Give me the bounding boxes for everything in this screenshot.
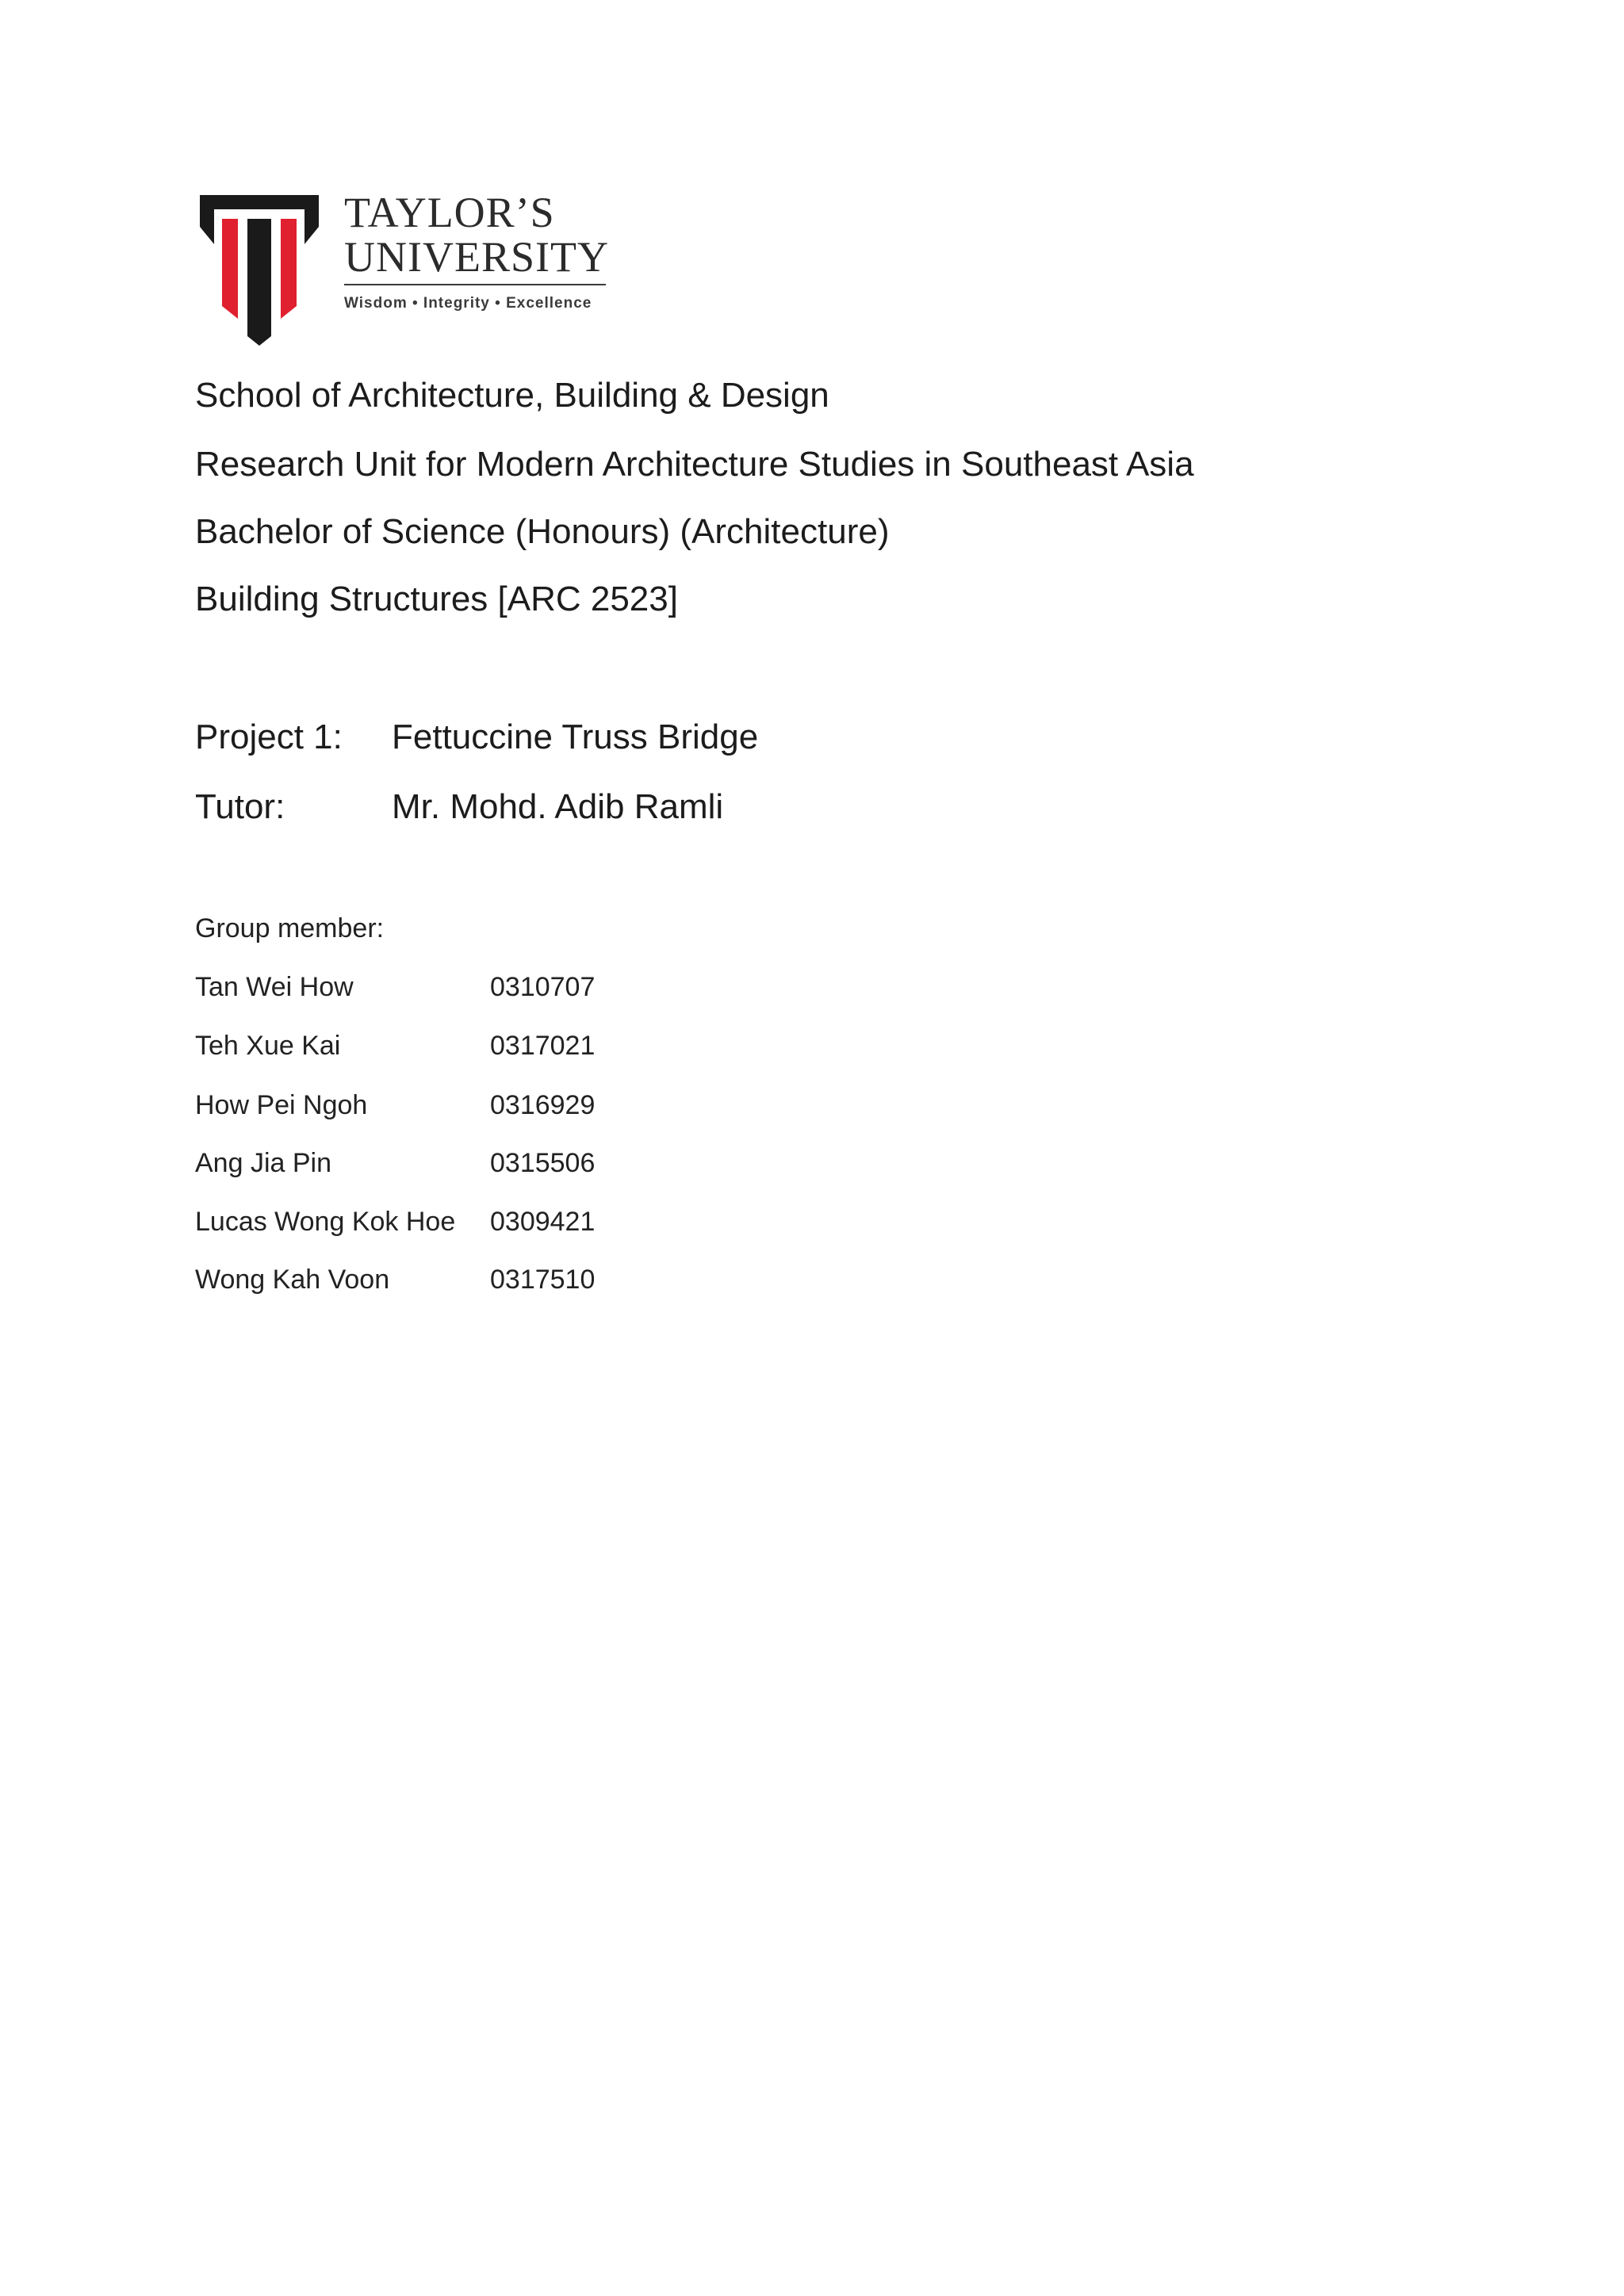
logo-line-university: UNIVERSITY	[344, 233, 609, 281]
logo-line-taylors: TAYLOR’S	[344, 189, 555, 236]
university-crest-icon	[200, 195, 319, 346]
member-name: Ang Jia Pin	[195, 1148, 331, 1178]
member-name: Tan Wei How	[195, 972, 354, 1002]
member-row	[195, 1148, 750, 1188]
member-id: 0317021	[490, 1031, 596, 1061]
research-unit: Research Unit for Modern Architecture Studies in Southeast Asia	[195, 445, 1194, 484]
programme-name: Bachelor of Science (Honours) (Architecture)	[195, 512, 890, 551]
school-name: School of Architecture, Building & Design	[195, 376, 829, 415]
university-logo	[200, 190, 620, 349]
member-id: 0309421	[490, 1207, 596, 1237]
member-row	[195, 1090, 750, 1130]
member-id: 0317510	[490, 1265, 596, 1295]
group-member-title: Group member:	[195, 913, 385, 943]
member-name: Teh Xue Kai	[195, 1031, 341, 1061]
member-name: Lucas Wong Kok Hoe	[195, 1207, 456, 1237]
member-row	[195, 1207, 750, 1246]
member-row	[195, 972, 750, 1012]
member-id: 0315506	[490, 1148, 596, 1178]
member-row	[195, 1265, 750, 1304]
logo-tagline: Wisdom • Integrity • Excellence	[344, 295, 592, 312]
member-id: 0310707	[490, 972, 596, 1002]
logo-divider	[344, 284, 606, 285]
member-name: How Pei Ngoh	[195, 1090, 368, 1120]
member-id: 0316929	[490, 1090, 596, 1120]
university-wordmark	[344, 190, 622, 312]
tutor-name: Mr. Mohd. Adib Ramli	[392, 787, 724, 826]
project-label: Project 1:	[195, 718, 343, 756]
tutor-label: Tutor:	[195, 787, 285, 826]
project-title: Fettuccine Truss Bridge	[392, 718, 759, 756]
member-name: Wong Kah Voon	[195, 1265, 390, 1295]
member-row	[195, 1031, 750, 1070]
module-name: Building Structures [ARC 2523]	[195, 580, 678, 618]
